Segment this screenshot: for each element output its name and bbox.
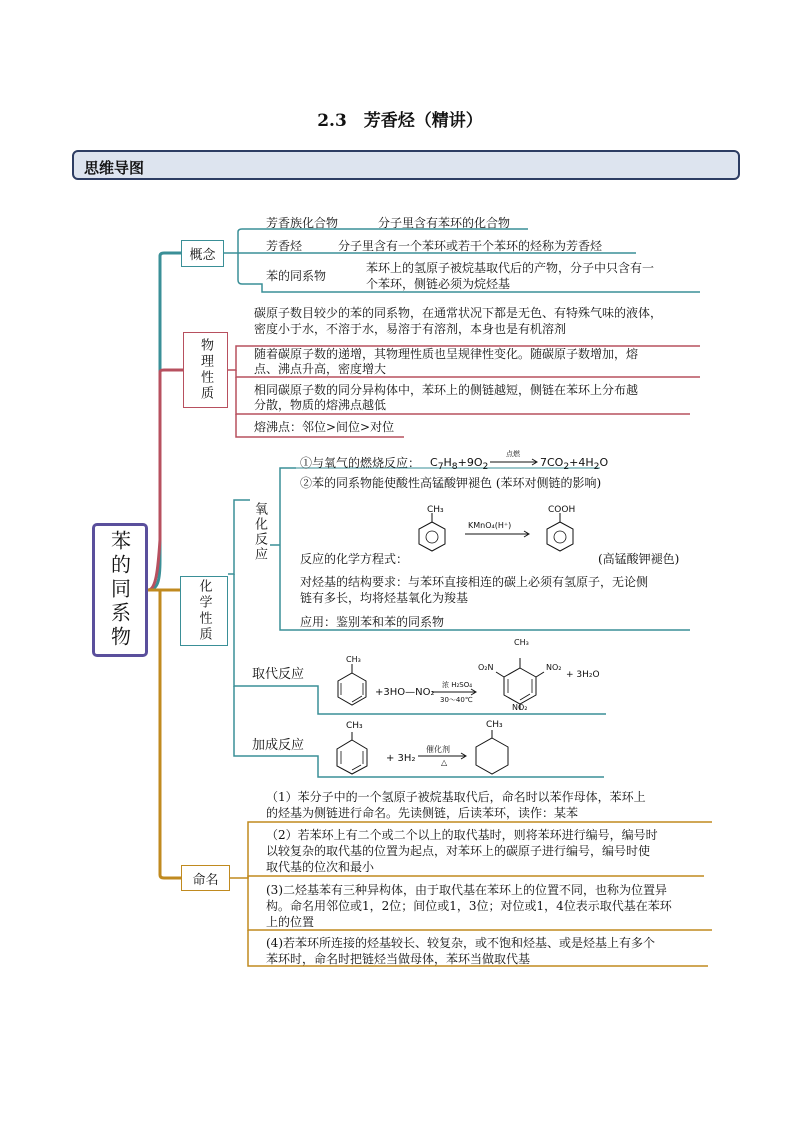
addition-reactant-ch3: CH₃: [346, 721, 363, 731]
requirement-line1: 对烃基的结构要求：与苯环直接相连的碳上必须有氢原子，无论侧: [300, 575, 649, 589]
physical-item-3-line1: 相同碳原子数的同分异构体中，苯环上的侧链越短，侧链在苯环上分布越: [254, 383, 639, 397]
physical-item-4: 熔沸点：邻位>间位>对位: [254, 420, 395, 434]
toluene-ch3: CH₃: [427, 505, 444, 515]
physical-item-1-line2: 密度小于水，不溶于水，易溶于有溶剂，本身也是有机溶剂: [254, 322, 567, 336]
naming-item-3-line2: 构。命名用邻位或1，2位；间位或1，3位；对位或1，4位表示取代基在苯环: [266, 899, 672, 913]
catalyst-label: 催化剂: [426, 745, 450, 754]
root-label: 苯的同系物: [107, 530, 132, 650]
naming-item-2-line3: 取代基的位次和最小: [266, 860, 375, 874]
root-node: [92, 523, 148, 657]
equation-note: (高锰酸钾褪色): [598, 552, 680, 566]
naming-item-3-line3: 上的位置: [266, 915, 315, 929]
concept-def-3-line2: 个苯环，侧链必须为烷烃基: [366, 277, 511, 291]
physical-label: 物理性质: [198, 338, 213, 402]
benzoic-acid-cooh: COOH: [548, 505, 576, 515]
tnt-no2-right: NO₂: [546, 663, 562, 672]
page-title: 2.3 芳香烃（精讲）: [317, 111, 483, 131]
toluene-ch3-substitution: CH₃: [346, 655, 361, 664]
physical-node: [183, 332, 228, 408]
water-byproduct: + 3H₂O: [566, 670, 600, 680]
concept-term-3: 苯的同系物: [266, 269, 327, 283]
concept-term-1: 芳香族化合物: [266, 216, 339, 230]
oxidation-equation-diagram: [410, 500, 650, 558]
section-header-label: 思维导图: [84, 159, 145, 177]
chemical-node: [180, 576, 228, 646]
combustion-label: ①与氧气的燃烧反应：: [300, 456, 421, 470]
concept-label: 概念: [189, 248, 216, 263]
naming-node: [181, 865, 230, 891]
combustion-equation: $C_7H_8+9O_2$: [430, 456, 489, 473]
physical-item-1-line1: 碳原子数目较少的苯的同系物，在通常状况下都是无色、有特殊气味的液体，: [254, 306, 663, 320]
application-text: 应用：鉴别苯和苯的同系物: [300, 615, 445, 629]
naming-item-3-line1: (3)二烃基苯有三种异构体，由于取代基在苯环上的位置不同，也称为位置异: [266, 883, 668, 897]
naming-item-2-line2: 以较复杂的取代基的位置为起点，对苯环上的碳原子进行编号，编号时使: [266, 844, 651, 858]
substitution-condition-top: 浓 H₂SO₄: [442, 681, 473, 689]
concept-def-3-line1: 苯环上的氢原子被烷基取代后的产物，分子中只含有一: [366, 261, 655, 275]
kmno4-reagent: KMnO₄(H⁺): [468, 521, 512, 530]
heat-label: △: [441, 758, 448, 767]
naming-item-4-line2: 苯环时，命名时把链烃当做母体，苯环当做取代基: [266, 952, 531, 966]
naming-item-2-line1: （2）若苯环上有二个或二个以上的取代基时，则将苯环进行编号，编号时: [266, 828, 658, 842]
hydrogen-reagent: + 3H₂: [386, 753, 416, 764]
kmno4-statement: ②苯的同系物能使酸性高锰酸钾褪色 (苯环对侧链的影响): [300, 476, 602, 490]
tnt-no2-bottom: NO₂: [512, 703, 528, 712]
naming-item-1-line2: 的烃基为侧链进行命名。先读侧链，后读苯环，读作：某苯: [266, 806, 579, 820]
substitution-label: 取代反应: [252, 667, 305, 682]
physical-item-2-line2: 点、沸点升高，密度增大: [254, 362, 387, 376]
addition-product-ch3: CH₃: [486, 720, 503, 730]
requirement-line2: 链有多长，均将烃基氧化为羧基: [300, 591, 469, 605]
concept-def-2: 分子里含有一个苯环或若干个苯环的烃称为芳香烃: [338, 239, 603, 253]
combustion-products: $7CO_2+4H_2O$: [540, 456, 609, 473]
tnt-ch3: CH₃: [514, 638, 529, 647]
concept-term-2: 芳香烃: [266, 239, 303, 253]
substitution-condition-bottom: 30～40℃: [440, 696, 473, 704]
addition-label: 加成反应: [252, 738, 305, 753]
nitric-acid-reagent: +3HO—NO₂: [375, 687, 435, 698]
physical-item-2-line1: 随着碳原子数的递增，其物理性质也呈规律性变化。随碳原子数增加，熔: [254, 347, 639, 361]
naming-item-1-line1: （1）苯分子中的一个氢原子被烷基取代后，命名时以苯作母体，苯环上: [266, 790, 646, 804]
oxidation-label: 氧化反应: [252, 502, 267, 562]
naming-item-4-line1: (4)若苯环所连接的烃基较长、较复杂，或不饱和烃基、或是烃基上有多个: [266, 936, 656, 950]
chemical-label: 化学性质: [196, 579, 212, 643]
equation-label: 反应的化学方程式：: [300, 552, 409, 566]
combustion-condition: 点燃: [506, 450, 520, 458]
concept-node: [181, 240, 224, 267]
tnt-o2n: O₂N: [478, 663, 494, 672]
physical-item-3-line2: 分散，物质的熔沸点越低: [254, 398, 387, 412]
naming-label: 命名: [192, 872, 219, 888]
concept-def-1: 分子里含有苯环的化合物: [378, 216, 511, 230]
